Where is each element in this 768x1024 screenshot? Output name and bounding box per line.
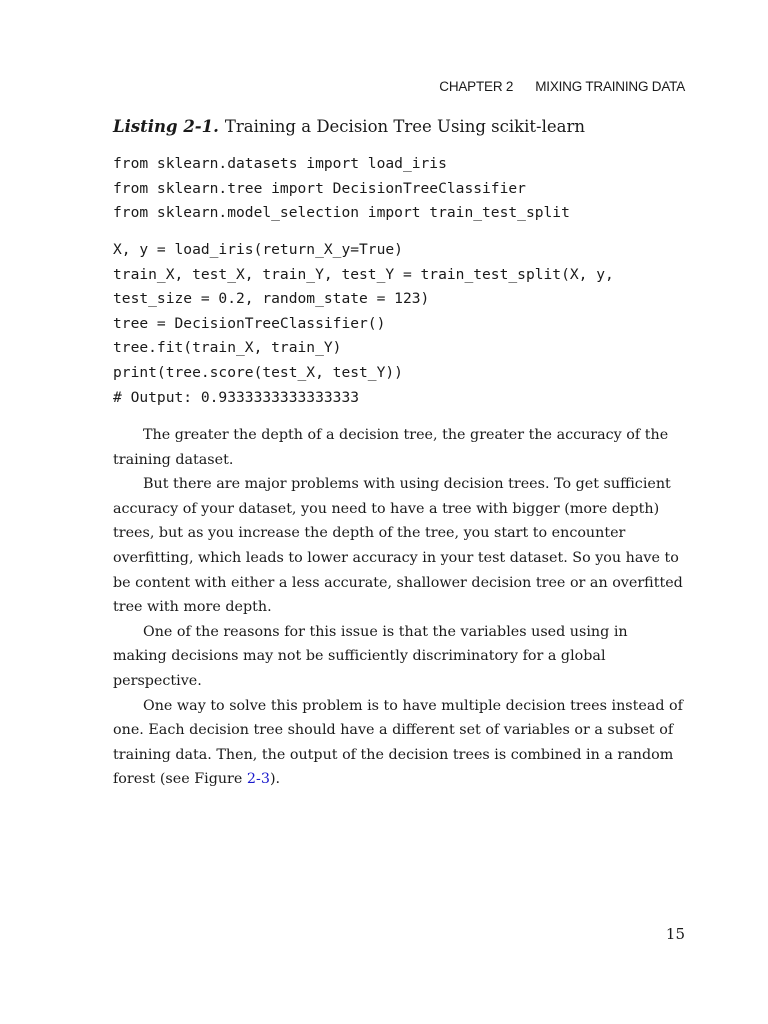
code-block-imports	[113, 152, 570, 226]
code-line: X, y = load_iris(return_X_y=True)	[113, 241, 403, 258]
figure-reference-link[interactable]: 2-3	[246, 771, 270, 788]
paragraph: The greater the depth of a decision tree, the greater the accuracy of the training dataset.	[113, 427, 669, 468]
code-block-training	[113, 238, 614, 410]
chapter-title: MIXING TRAINING DATA	[535, 79, 685, 94]
code-comment-output: # Output: 0.9333333333333333	[113, 388, 360, 406]
code-line: from sklearn.model_selection import train_test_split	[113, 204, 570, 222]
body-text	[113, 423, 685, 792]
code-line: test_size = 0.2, random_state = 123)	[113, 290, 430, 308]
listing-caption	[113, 117, 585, 136]
chapter-number: CHAPTER 2	[439, 79, 514, 94]
paragraph-text: ).	[269, 771, 281, 788]
listing-label: Listing 2-1.	[113, 117, 219, 136]
listing-title: Training a Decision Tree Using scikit-learn	[224, 117, 585, 136]
code-line: from sklearn.tree import DecisionTreeClassifier	[113, 179, 526, 197]
code-line: from sklearn.datasets import load_iris	[113, 155, 447, 172]
code-line: train_X, test_X, train_Y, test_Y = train_test_split(X, y,	[113, 265, 614, 283]
code-line: print(tree.score(test_X, test_Y))	[113, 363, 403, 381]
code-line: tree.fit(train_X, train_Y)	[113, 339, 342, 357]
paragraph-text: One way to solve this problem is to have multiple decision trees instead of one. Each decision tree should have a different set of variables or a subset of training data. Then, the output of the decision trees is combined in a random forest (see Figure	[113, 697, 683, 788]
paragraph: One of the reasons for this issue is that the variables used using in making decisions may not be sufficiently discriminatory for a global perspective.	[113, 623, 628, 689]
code-line: tree = DecisionTreeClassifier()	[113, 314, 386, 332]
paragraph	[113, 694, 685, 792]
page-number: 15	[665, 925, 685, 943]
running-head	[439, 79, 685, 94]
paragraph: But there are major problems with using decision trees. To get sufficient accuracy of your dataset, you need to have a tree with bigger (more depth) trees, but as you increase the depth of the tree, you start to encounter overfitting, which leads to lower accuracy in your test dataset. So you have to be content with either a less accurate, shallower decision tree or an overfitted tree with more depth.	[113, 476, 683, 616]
